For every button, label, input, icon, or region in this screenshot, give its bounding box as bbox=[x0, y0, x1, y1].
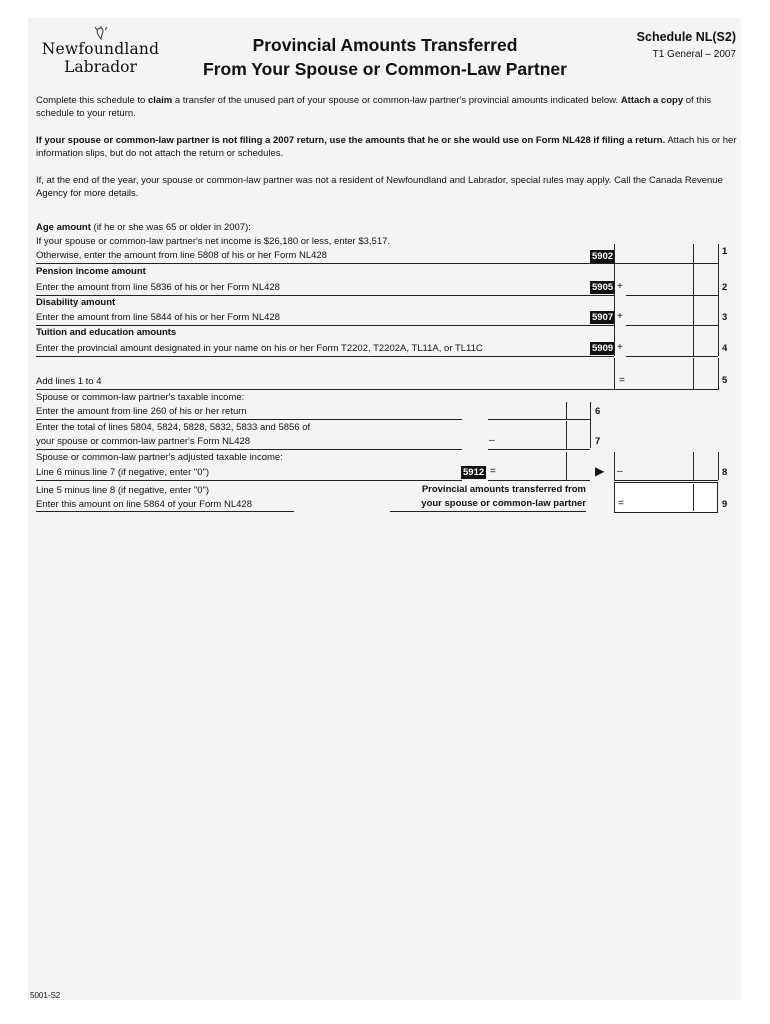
line-number-5: 5 bbox=[722, 375, 728, 386]
divider bbox=[36, 419, 462, 420]
minus-sign: – bbox=[617, 466, 623, 477]
cents-rule bbox=[693, 484, 694, 511]
schedule-name: Schedule NL(S2) bbox=[636, 30, 736, 44]
intro-text: Complete this schedule to bbox=[36, 95, 148, 106]
line-number-3: 3 bbox=[722, 312, 728, 323]
age-amount-instruction: Otherwise, enter the amount from line 5808 of his or her Form NL428 bbox=[36, 250, 327, 261]
equals-sign: = bbox=[618, 498, 624, 509]
line-6-heading: Spouse or common-law partner's taxable income: bbox=[36, 392, 245, 403]
intro-text: of this schedule to your return. bbox=[36, 95, 712, 119]
line-code-5907: 5907 bbox=[592, 312, 614, 323]
pension-instruction: Enter the amount from line 5836 of his or her Form NL428 bbox=[36, 282, 280, 293]
equals-sign: = bbox=[619, 375, 625, 386]
newfoundland-labrador-logo bbox=[38, 26, 163, 76]
divider bbox=[36, 263, 614, 264]
intro-bold: If your spouse or common-law partner is not filing a 2007 return, use the amounts that he or she would use on Form NL428 if filing a return. bbox=[36, 135, 666, 146]
cents-rule bbox=[693, 244, 694, 356]
divider bbox=[36, 449, 462, 450]
line-4-amount-field[interactable] bbox=[626, 339, 718, 357]
column-rule bbox=[718, 358, 719, 390]
intro-bold: claim bbox=[147, 95, 173, 106]
column-rule bbox=[614, 244, 615, 356]
age-amount-rule: If your spouse or common-law partner's net income is $26,180 or less, enter $3,517. bbox=[36, 236, 391, 247]
column-rule bbox=[614, 452, 615, 480]
intro-paragraph-2 bbox=[36, 134, 741, 160]
column-rule bbox=[614, 358, 615, 390]
column-rule bbox=[590, 402, 591, 448]
equals-sign: = bbox=[490, 466, 496, 477]
line-8-amount-field[interactable] bbox=[614, 480, 718, 481]
line-number-6: 6 bbox=[595, 406, 601, 417]
arrow-right-icon: ▶ bbox=[595, 464, 605, 478]
column-rule bbox=[718, 452, 719, 480]
line-9-label-1: Provincial amounts transferred from bbox=[421, 484, 586, 495]
line-8-heading: Spouse or common-law partner's adjusted taxable income: bbox=[36, 452, 283, 463]
intro-text: a transfer of the unused part of your spouse or common-law partner's provincial amounts indicated below. bbox=[172, 95, 621, 106]
age-amount-label: Age amount bbox=[36, 222, 91, 233]
cents-rule bbox=[566, 402, 567, 419]
line-9-destination: Enter this amount on line 5864 of your Form NL428 bbox=[36, 499, 252, 510]
tuition-instruction: Enter the provincial amount designated in your name on his or her Form T2202, T2202A, TL11A, or TL11C bbox=[36, 343, 483, 354]
divider bbox=[36, 325, 614, 326]
line-6-amount-field[interactable] bbox=[488, 419, 590, 420]
age-amount-heading bbox=[36, 222, 251, 233]
line-8-instruction: Line 6 minus line 7 (if negative, enter "0") bbox=[36, 467, 210, 478]
divider bbox=[36, 356, 614, 357]
intro-text: Attach his or her information slips, but do not attach the return or schedules. bbox=[36, 135, 737, 159]
line-number-4: 4 bbox=[722, 343, 728, 354]
form-code: 5001-S2 bbox=[30, 991, 61, 1000]
line-number-2: 2 bbox=[722, 282, 728, 293]
line-code-5905: 5905 bbox=[592, 282, 614, 293]
age-amount-note: (if he or she was 65 or older in 2007): bbox=[90, 222, 251, 233]
line-9-label-2: your spouse or common-law partner bbox=[421, 498, 586, 509]
line-6-instruction: Enter the amount from line 260 of his or her return bbox=[36, 406, 247, 417]
minus-sign: – bbox=[489, 435, 495, 446]
intro-paragraph-1 bbox=[36, 94, 741, 120]
cents-rule bbox=[566, 421, 567, 449]
line-code-5902: 5902 bbox=[592, 251, 614, 262]
page-title bbox=[180, 33, 590, 81]
line-code-5909: 5909 bbox=[592, 343, 614, 354]
line-7-instruction: your spouse or common-law partner's Form NL428 bbox=[36, 436, 251, 447]
line-7-amount-field[interactable] bbox=[488, 449, 590, 450]
disability-heading: Disability amount bbox=[36, 297, 116, 308]
line-number-9: 9 bbox=[722, 499, 728, 510]
plus-sign: + bbox=[617, 311, 623, 322]
disability-instruction: Enter the amount from line 5844 of his or her Form NL428 bbox=[36, 312, 280, 323]
title-line1: Provincial Amounts Transferred bbox=[252, 35, 518, 55]
tuition-heading: Tuition and education amounts bbox=[36, 327, 177, 338]
line-1-amount-field[interactable] bbox=[614, 246, 718, 264]
plus-sign: + bbox=[617, 342, 623, 353]
divider bbox=[36, 389, 614, 390]
cents-rule bbox=[693, 358, 694, 390]
divider bbox=[390, 511, 586, 512]
pension-heading: Pension income amount bbox=[36, 266, 146, 277]
line-number-1: 1 bbox=[722, 246, 728, 257]
logo-line1: Newfoundland bbox=[41, 40, 160, 58]
divider bbox=[36, 295, 614, 296]
line-7-heading: Enter the total of lines 5804, 5824, 5828, 5832, 5833 and 5856 of bbox=[36, 422, 311, 433]
cents-rule bbox=[566, 452, 567, 480]
line-number-8: 8 bbox=[722, 467, 728, 478]
add-lines-text: Add lines 1 to 4 bbox=[36, 376, 102, 387]
line-8-left-field[interactable] bbox=[488, 480, 590, 481]
intro-paragraph-3: If, at the end of the year, your spouse or common-law partner was not a resident of Newfoundland and Labrador, special rules may apply. Call the Canada Revenue Agency for more details. bbox=[36, 175, 723, 199]
line-9-instruction: Line 5 minus line 8 (if negative, enter "0") bbox=[36, 485, 210, 496]
logo-line2: Labrador bbox=[64, 58, 137, 76]
line-2-amount-field[interactable] bbox=[626, 278, 718, 296]
cents-rule bbox=[693, 452, 694, 480]
divider bbox=[36, 480, 462, 481]
divider bbox=[36, 511, 294, 512]
title-line2: From Your Spouse or Common-Law Partner bbox=[203, 59, 567, 79]
line-5-amount-field[interactable] bbox=[614, 389, 718, 390]
intro-bold: Attach a copy bbox=[620, 95, 684, 106]
pitcher-plant-icon bbox=[90, 26, 112, 40]
form-subtitle: T1 General – 2007 bbox=[652, 49, 736, 60]
line-9-amount-field[interactable] bbox=[614, 482, 718, 513]
line-3-amount-field[interactable] bbox=[626, 308, 718, 326]
line-code-5912: 5912 bbox=[463, 467, 485, 478]
column-rule bbox=[718, 244, 719, 356]
line-number-7: 7 bbox=[595, 436, 601, 447]
plus-sign: + bbox=[617, 281, 623, 292]
